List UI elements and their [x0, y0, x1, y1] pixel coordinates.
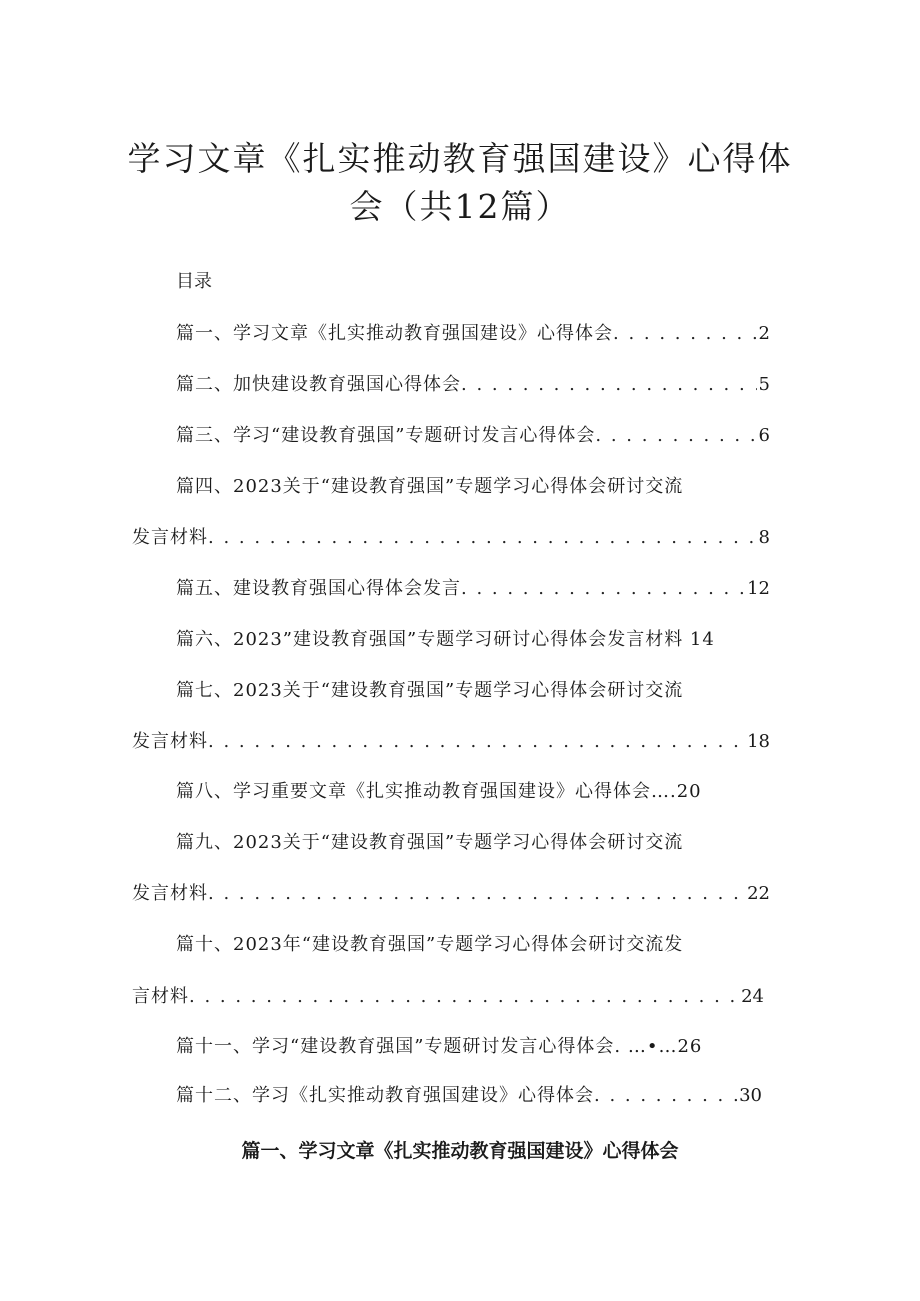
toc-entry-text: 篇五、建设教育强国心得体会发言 — [176, 578, 461, 599]
toc-entry-text: 篇八、学习重要文章《扎实推动教育强国建设》心得体会….20 — [176, 781, 702, 802]
toc-leader — [208, 728, 745, 756]
toc-page-number: 18 — [747, 731, 770, 752]
toc-entry-10[interactable] — [176, 931, 683, 959]
toc-leader — [189, 983, 739, 1011]
toc-page-number: 30 — [739, 1085, 762, 1106]
toc-entry-10-continuation[interactable] — [132, 983, 764, 1011]
toc-page-number: 22 — [747, 883, 770, 904]
toc-page-number: 2 — [758, 323, 770, 344]
toc-entry-9-continuation[interactable] — [132, 880, 770, 908]
toc-entry-4-continuation[interactable] — [132, 524, 770, 552]
document-title-line-1: 学习文章《扎实推动教育强国建设》心得体 — [127, 139, 793, 178]
toc-page-number: 8 — [758, 527, 770, 548]
toc-entry-1[interactable] — [176, 320, 770, 348]
toc-page-number: 6 — [758, 425, 770, 446]
toc-entry-text: 发言材料 — [132, 883, 208, 904]
toc-entry-text: 篇七、2023关于“建设教育强国”专题学习心得体会研讨交流 — [176, 680, 684, 701]
toc-page-number: 24 — [741, 986, 764, 1007]
toc-entry-11[interactable] — [176, 1033, 702, 1061]
toc-entry-text: 篇二、加快建设教育强国心得体会 — [176, 374, 461, 395]
toc-entry-7-continuation[interactable] — [132, 728, 770, 756]
toc-entry-text: 发言材料 — [132, 731, 208, 752]
toc-entry-text: 篇九、2023关于“建设教育强国”专题学习心得体会研讨交流 — [176, 832, 684, 853]
toc-entry-text: 篇一、学习文章《扎实推动教育强国建设》心得体会 — [176, 323, 613, 344]
toc-entry-6[interactable] — [176, 626, 715, 654]
toc-entry-12[interactable] — [176, 1082, 762, 1110]
toc-entry-text: 篇十、2023年“建设教育强国”专题学习心得体会研讨交流发 — [176, 934, 684, 955]
toc-page-number: 12 — [747, 578, 770, 599]
toc-entry-5[interactable] — [176, 575, 770, 603]
toc-entry-text: 言材料 — [132, 986, 189, 1007]
document-title-line-2: 会（共12篇） — [349, 187, 571, 226]
toc-entry-9[interactable] — [176, 829, 683, 857]
toc-entry-3[interactable] — [176, 422, 770, 450]
toc-entry-text: 篇十二、学习《扎实推动教育强国建设》心得体会 — [176, 1085, 594, 1106]
toc-leader — [208, 880, 745, 908]
toc-entry-text: 篇三、学习“建设教育强国”专题研讨发言心得体会 — [176, 425, 596, 446]
toc-entry-8[interactable] — [176, 778, 702, 806]
toc-leader — [613, 320, 757, 348]
toc-leader — [208, 524, 757, 552]
toc-entry-text: 篇六、2023”建设教育强国”专题学习研讨心得体会发言材料 14 — [176, 629, 715, 650]
toc-leader — [461, 371, 757, 399]
toc-entry-text: 篇四、2023关于“建设教育强国”专题学习心得体会研讨交流 — [176, 476, 684, 497]
first-section-heading: 篇一、学习文章《扎实推动教育强国建设》心得体会 — [241, 1140, 679, 1162]
toc-leader — [595, 422, 756, 450]
toc-entry-4[interactable] — [176, 473, 683, 501]
toc-leader — [461, 575, 745, 603]
toc-page-number: 5 — [758, 374, 770, 395]
toc-leader — [594, 1082, 737, 1110]
toc-entry-2[interactable] — [176, 371, 770, 399]
toc-heading: 目录 — [176, 271, 212, 292]
toc-entry-text: 篇十一、学习“建设教育强国”专题研讨发言心得体会. …•…26 — [176, 1036, 703, 1057]
toc-entry-7[interactable] — [176, 677, 683, 705]
toc-entry-text: 发言材料 — [132, 527, 208, 548]
